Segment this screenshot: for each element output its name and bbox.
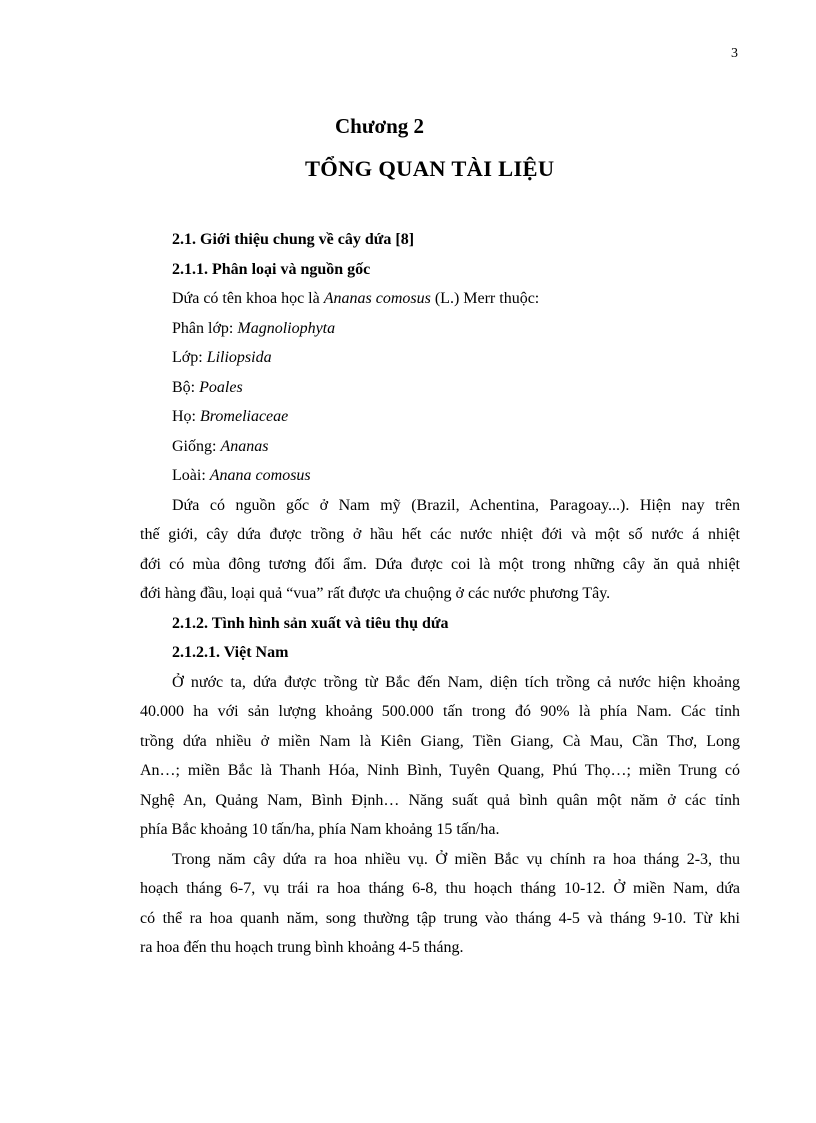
taxonomy-line bbox=[140, 343, 740, 373]
paragraph-line: Nghệ An, Quảng Nam, Bình Định… Năng suất quả bình quân một năm ở các tỉnh bbox=[140, 791, 740, 809]
paragraph-line: thế giới, cây dứa được trồng ở hầu hết các nước nhiệt đới và một số nước á nhiệt bbox=[140, 526, 740, 543]
intro-species: Ananas comosus bbox=[323, 290, 431, 307]
chapter-title: Chương 2 bbox=[335, 114, 425, 138]
paragraph-line: hoạch tháng 6-7, vụ trái ra hoa tháng 6-8, thu hoạch tháng 10-12. Ở miền Nam, dứa bbox=[140, 880, 740, 897]
taxonomy-line bbox=[140, 461, 740, 491]
chapter-subtitle: TỔNG QUAN TÀI LIỆU bbox=[305, 156, 555, 181]
intro-suffix: (L.) Merr thuộc: bbox=[430, 290, 540, 307]
paragraph-line: Dứa có nguồn gốc ở Nam mỹ (Brazil, Achentina, Paragoay...). Hiện nay trên bbox=[172, 496, 740, 514]
taxonomy-name: Ananas bbox=[220, 437, 269, 455]
section-heading-2-1-2: 2.1.2. Tình hình sản xuất và tiêu thụ dứa bbox=[172, 614, 449, 632]
taxonomy-rank: Họ: bbox=[172, 408, 200, 425]
taxonomy-name: Magnoliophyta bbox=[237, 319, 336, 337]
taxonomy-name: Liliopsida bbox=[206, 349, 272, 366]
taxonomy-rank: Lớp: bbox=[172, 349, 207, 366]
taxonomy-rank: Loài: bbox=[172, 467, 210, 484]
paragraph-line: đới hàng đầu, loại quả “vua” rất được ưa chuộng ở các nước phương Tây. bbox=[140, 585, 611, 602]
taxonomy-rank: Bộ: bbox=[172, 378, 200, 396]
paragraph-line: phía Bắc khoảng 10 tấn/ha, phía Nam khoảng 15 tấn/ha. bbox=[140, 821, 500, 838]
taxonomy-rank: Phân lớp: bbox=[172, 319, 238, 337]
paragraph-line: ra hoa đến thu hoạch trung bình khoảng 4-5 tháng. bbox=[140, 939, 464, 956]
taxonomy-line bbox=[140, 373, 740, 403]
intro-line bbox=[140, 284, 740, 314]
paragraph-line: An…; miền Bắc là Thanh Hóa, Ninh Bình, Tuyên Quang, Phú Thọ…; miền Trung có bbox=[140, 762, 740, 779]
section-heading-2-1-1: 2.1.1. Phân loại và nguồn gốc bbox=[172, 260, 371, 278]
paragraph-line: 40.000 ha với sản lượng khoảng 500.000 tấn trong đó 90% là phía Nam. Các tỉnh bbox=[140, 703, 740, 720]
paragraph-line: có thể ra hoa quanh năm, song thường tập trung vào tháng 4-5 và tháng 9-10. Từ khi bbox=[140, 909, 740, 927]
intro-prefix: Dứa có tên khoa học là bbox=[172, 290, 324, 307]
taxonomy-line bbox=[140, 314, 740, 344]
document-body bbox=[140, 225, 740, 963]
taxonomy-line bbox=[140, 432, 740, 462]
taxonomy-name: Poales bbox=[199, 378, 243, 396]
taxonomy-name: Anana comosus bbox=[209, 467, 311, 484]
taxonomy-rank: Giống: bbox=[172, 437, 221, 455]
section-heading-2-1: 2.1. Giới thiệu chung về cây dứa [8] bbox=[172, 231, 415, 248]
page-number: 3 bbox=[731, 46, 738, 61]
taxonomy-line bbox=[140, 402, 740, 432]
taxonomy-name: Bromeliaceae bbox=[200, 408, 289, 425]
section-heading-2-1-2-1: 2.1.2.1. Việt Nam bbox=[172, 644, 289, 661]
paragraph-line: Ở nước ta, dứa được trồng từ Bắc đến Nam, diện tích trồng cả nước hiện khoảng bbox=[172, 673, 740, 691]
paragraph-line: trồng dứa nhiều ở miền Nam là Kiên Giang, Tiền Giang, Cà Mau, Cần Thơ, Long bbox=[140, 732, 740, 750]
paragraph-line: Trong năm cây dứa ra hoa nhiều vụ. Ở miền Bắc vụ chính ra hoa tháng 2-3, thu bbox=[172, 850, 740, 868]
paragraph-line: đới có mùa đông tương đối ẩm. Dứa được coi là một trong những cây ăn quả nhiệt bbox=[140, 555, 740, 573]
